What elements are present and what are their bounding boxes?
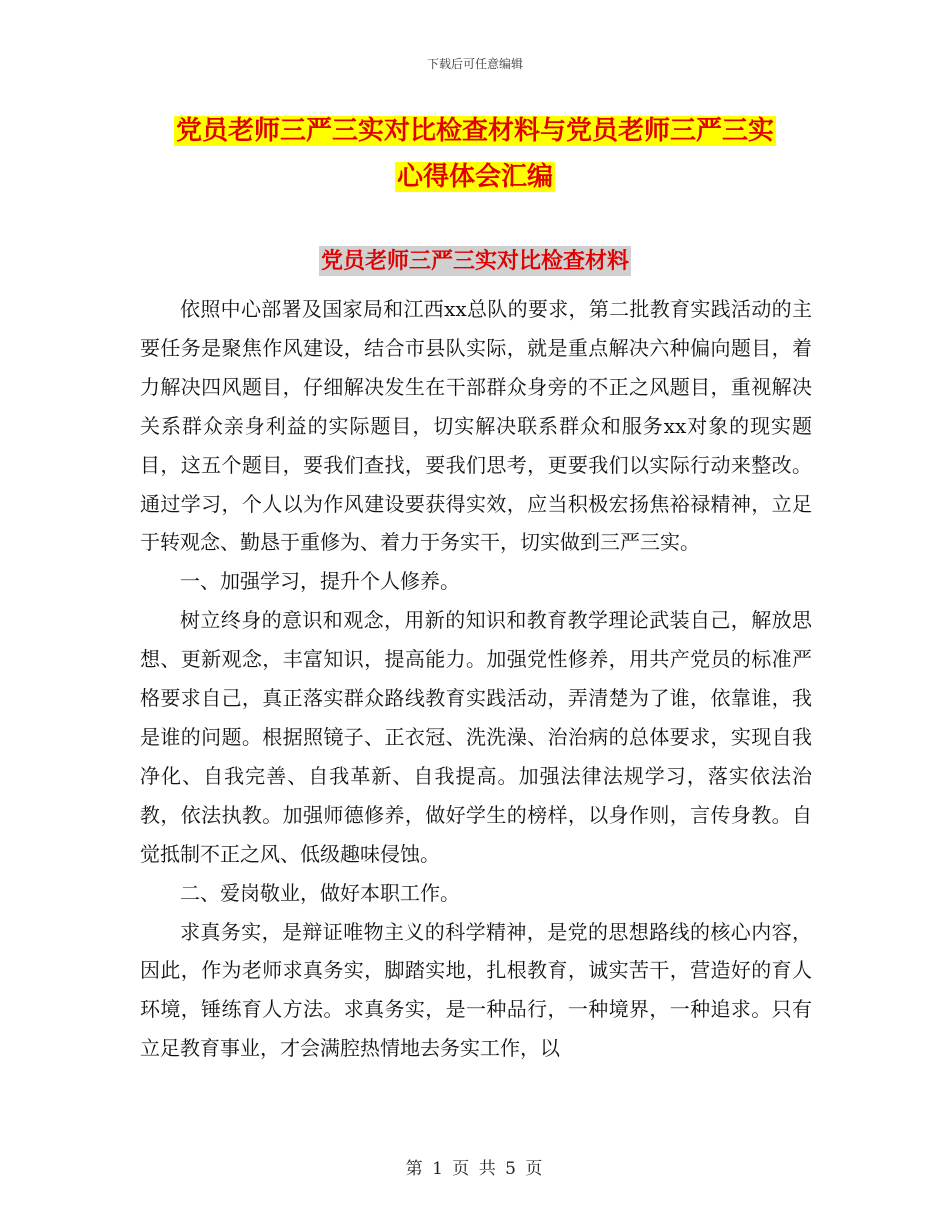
paragraph-heading-2: 二、爱岗敬业，做好本职工作。: [180, 880, 460, 905]
paragraph-study: 树立终身的意识和观念，用新的知识和教育教学理论武装自己，解放思想、更新观念，丰富知识，提高能力。加强党性修养，用共产党员的标准严格要求自己，真正落实群众路线教育实践活动，弄清楚为了谁，依靠谁，我是谁的问题。根据照镜子、正衣冠、洗洗澡、治治病的总体要求，实现自我净化、自我完善、自我革新、自我提高。加强法律法规学习，落实依法治教，依法执教。加强师德修养，做好学生的榜样，以身作则，言传身教。自觉抵制不正之风、低级趣味侵蚀。: [140, 608, 812, 866]
body-text: [140, 290, 812, 1068]
page-footer: 第 1 页 共 5 页: [405, 1159, 545, 1179]
paragraph-dedication: 求真务实，是辩证唯物主义的科学精神，是党的思想路线的核心内容，因此，作为老师求真务实，脚踏实地，扎根教育，诚实苦干，营造好的育人环境，锤练育人方法。求真务实，是一种品行，一种境界，一种追求。只有立足教育事业，才会满腔热情地去务实工作，以: [140, 919, 812, 1061]
document-title-line-1: 党员老师三严三实对比检查材料与党员老师三严三实: [175, 116, 774, 146]
header-note: 下载后可任意编辑: [426, 57, 523, 71]
paragraph-heading-1: 一、加强学习，提升个人修养。: [180, 569, 460, 594]
paragraph-intro: 依照中心部署及国家局和江西xx总队的要求，第二批教育实践活动的主要任务是聚焦作风建设，结合市县队实际，就是重点解决六种偏向题目，着力解决四风题目，仔细解决发生在干部群众身旁的不正之风题目，重视解决关系群众亲身利益的实际题目，切实解决联系群众和服务xx对象的现实题目，这五个题目，要我们查找，要我们思考，更要我们以实际行动来整改。通过学习，个人以为作风建设要获得实效，应当积极宏扬焦裕禄精神，立足于转观念、勤恳于重修为、着力于务实干，切实做到三严三实。: [140, 297, 812, 555]
document-title: [0, 108, 950, 200]
section-title-text: 党员老师三严三实对比检查材料: [320, 248, 629, 274]
document-title-line-2: 心得体会汇编: [396, 162, 553, 192]
section-title: [0, 244, 950, 275]
